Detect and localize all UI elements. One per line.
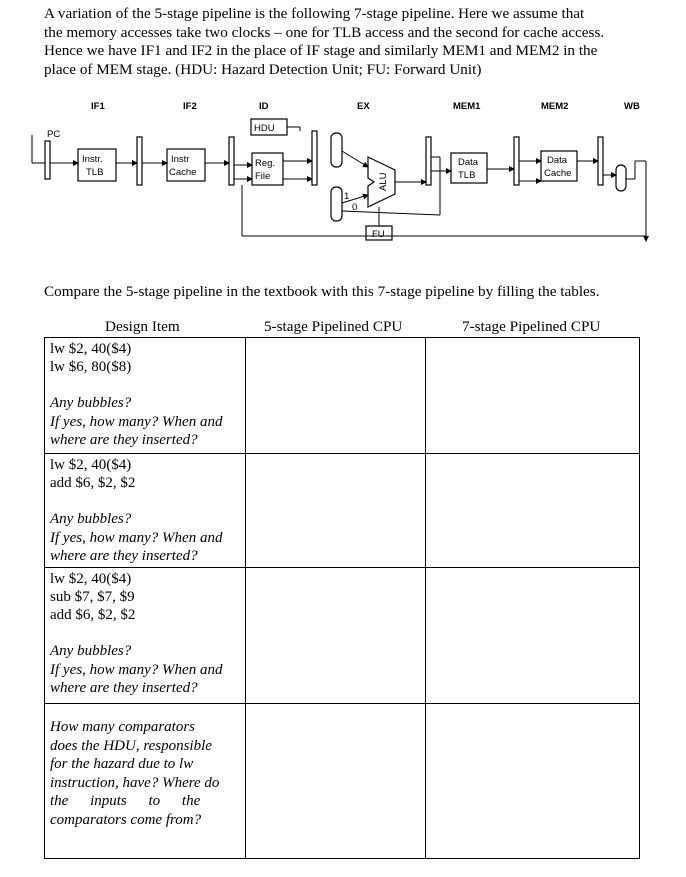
- reg-file-label: Reg.: [255, 158, 276, 169]
- alu-label: ALU: [378, 172, 389, 191]
- mem1-mem2-register: [514, 137, 519, 185]
- question-line: If yes, how many? When and: [50, 413, 223, 430]
- answer-cell-5-stage[interactable]: [246, 338, 426, 454]
- design-item-cell: [45, 568, 246, 704]
- pipeline-diagram: [0, 95, 686, 255]
- answer-cell-5-stage[interactable]: [246, 568, 426, 704]
- hdu-label: HDU: [254, 123, 275, 134]
- mux-lower: [331, 187, 342, 221]
- question-line: for the hazard due to lw: [50, 756, 194, 772]
- question-line: If yes, how many? When and: [50, 661, 223, 678]
- intro-line: Hence we have IF1 and IF2 in the place of IF stage and similarly MEM1 and MEM2 in the: [44, 42, 598, 59]
- question-line: where are they inserted?: [50, 680, 198, 696]
- data-tlb-label: Data: [458, 157, 479, 168]
- code-line: sub $7, $7, $9: [50, 589, 135, 605]
- code-line: lw $2, 40($4): [50, 571, 132, 587]
- comparison-table: [44, 337, 640, 859]
- answer-cell-7-stage[interactable]: [426, 568, 640, 704]
- table-row: [45, 454, 640, 568]
- stage-label-if1: IF1: [91, 101, 105, 112]
- answer-cell-5-stage[interactable]: [246, 454, 426, 568]
- question-line: does the HDU, responsible: [50, 737, 212, 754]
- design-item-cell: [45, 454, 246, 568]
- code-line: lw $2, 40($4): [50, 457, 132, 473]
- pc-register: [45, 141, 50, 179]
- answer-cell-5-stage[interactable]: [246, 704, 426, 859]
- instr-cache-label: Instr: [171, 154, 190, 165]
- compare-instruction: Compare the 5-stage pipeline in the textbook with this 7-stage pipeline by filling the tables.: [44, 283, 600, 300]
- stage-label-id: ID: [259, 101, 269, 112]
- data-tlb-label: TLB: [458, 170, 476, 181]
- table-row: [45, 568, 640, 704]
- answer-cell-7-stage[interactable]: [426, 338, 640, 454]
- intro-line: the memory accesses take two clocks – one for TLB access and the second for cache access.: [44, 23, 605, 41]
- stage-label-wb: WB: [624, 101, 640, 112]
- question-line: Any bubbles?: [50, 395, 132, 411]
- code-line: add $6, $2, $2: [50, 475, 136, 491]
- mux-input-label: 1: [344, 191, 350, 202]
- reg-file-label: File: [255, 171, 271, 182]
- question-line: Any bubbles?: [50, 643, 132, 659]
- design-item-cell: [45, 338, 246, 454]
- header-design-item: Design Item: [105, 318, 180, 335]
- question-line: comparators come from?: [50, 811, 202, 828]
- header-5-stage: 5-stage Pipelined CPU: [264, 318, 403, 335]
- intro-line: place of MEM stage. (HDU: Hazard Detection Unit; FU: Forward Unit): [44, 60, 482, 78]
- question-line: the inputs to the: [50, 793, 201, 809]
- stage-label-ex: EX: [357, 101, 370, 112]
- table-row: [45, 338, 640, 454]
- intro-paragraph: [44, 5, 654, 79]
- data-cache-label: Data: [547, 155, 568, 166]
- pc-label: PC: [47, 129, 61, 140]
- code-line: lw $2, 40($4): [50, 341, 132, 357]
- answer-cell-7-stage[interactable]: [426, 704, 640, 859]
- intro-line: A variation of the 5-stage pipeline is the following 7-stage pipeline. Here we assume that: [44, 5, 585, 22]
- answer-cell-7-stage[interactable]: [426, 454, 640, 568]
- header-7-stage: 7-stage Pipelined CPU: [462, 318, 601, 335]
- if1-if2-register: [137, 137, 142, 185]
- stage-label-mem2: MEM2: [541, 101, 569, 112]
- instr-cache-label: Cache: [169, 167, 197, 178]
- design-item-cell: [45, 704, 246, 859]
- mux-upper: [331, 133, 342, 167]
- code-line: add $6, $2, $2: [50, 607, 136, 623]
- stage-label-if2: IF2: [183, 101, 197, 112]
- mux-writeback: [616, 165, 626, 191]
- question-line: where are they inserted?: [50, 548, 198, 564]
- mem2-wb-register: [598, 137, 603, 185]
- fu-label: FU: [372, 229, 385, 240]
- question-line: instruction, have? Where do: [50, 774, 220, 791]
- code-line: lw $6, 80($8): [50, 359, 132, 375]
- instr-tlb-label: TLB: [86, 167, 104, 178]
- question-line: How many comparators: [50, 719, 195, 735]
- stage-label-mem1: MEM1: [453, 101, 481, 112]
- if2-id-register: [229, 137, 234, 185]
- mux-input-label: 0: [352, 202, 358, 213]
- data-cache-label: Cache: [544, 168, 572, 179]
- id-ex-register: [312, 131, 317, 185]
- table-row: [45, 704, 640, 859]
- instr-tlb-label: Instr.: [82, 154, 103, 165]
- question-line: where are they inserted?: [50, 432, 198, 448]
- question-line: Any bubbles?: [50, 511, 132, 527]
- ex-mem1-register: [426, 137, 431, 185]
- question-line: If yes, how many? When and: [50, 529, 223, 546]
